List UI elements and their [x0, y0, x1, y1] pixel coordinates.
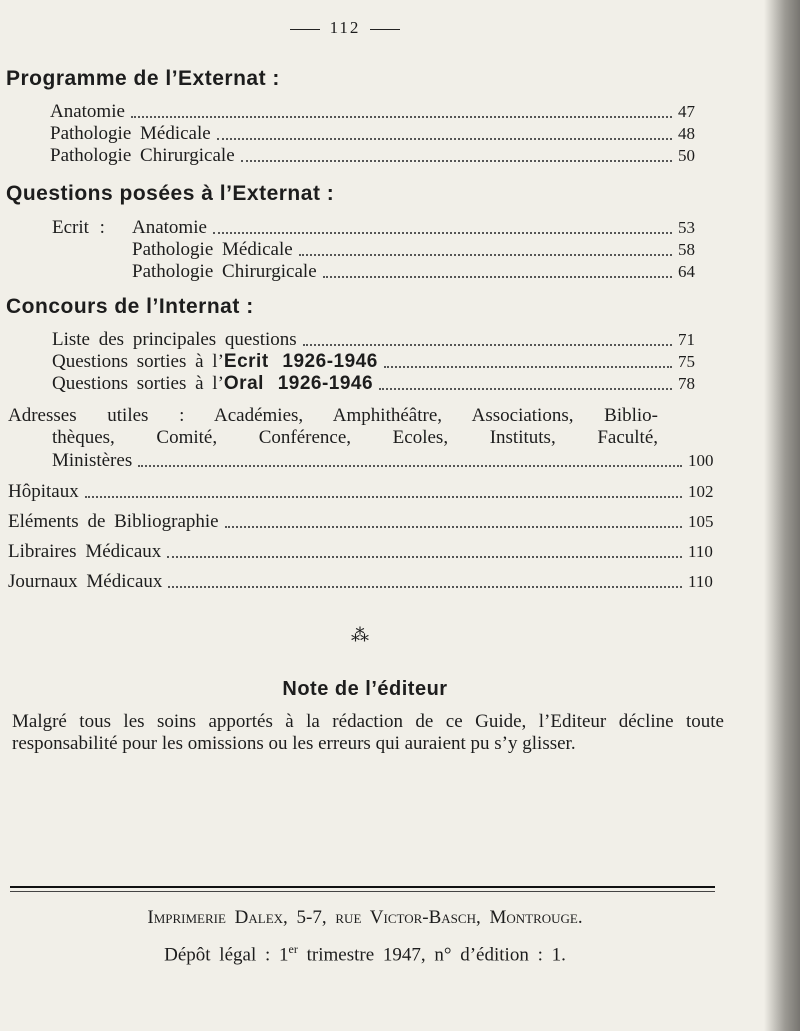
toc-label: Liste des principales questions	[52, 329, 297, 350]
leader-dots	[131, 116, 672, 118]
toc-entry	[50, 123, 712, 145]
section-title-externat: Programme de l’Externat :	[6, 67, 280, 90]
header-dash-left	[290, 29, 320, 30]
leader-dots	[299, 254, 672, 256]
leader-dots	[303, 344, 672, 346]
toc-page: 53	[678, 218, 695, 237]
imprint-superscript: er	[288, 942, 298, 956]
toc-entry	[8, 481, 722, 503]
header-dash-right	[370, 29, 400, 30]
toc-label: Anatomie	[132, 217, 207, 238]
imprint-text-b: trimestre 1947, n° d’édition : 1.	[297, 944, 566, 966]
toc-label: Ministères	[52, 450, 133, 471]
toc-page: 64	[678, 262, 695, 281]
toc-page: 50	[678, 146, 695, 165]
page-number: 112	[329, 18, 361, 37]
toc-page: 102	[688, 482, 714, 501]
adresses-line-2: thèques, Comité, Conférence, Ecoles, Instituts, Faculté,	[52, 427, 658, 448]
leader-dots	[384, 366, 672, 368]
toc-page: 48	[678, 124, 695, 143]
toc-page: 110	[688, 542, 713, 561]
toc-label	[52, 373, 373, 395]
toc-entry	[52, 373, 712, 395]
toc-entry	[52, 329, 712, 351]
toc-page: 75	[678, 352, 695, 371]
leader-dots	[217, 138, 672, 140]
toc-entry	[8, 541, 722, 563]
leader-dots	[213, 232, 672, 234]
toc-label: Pathologie Médicale	[50, 123, 211, 144]
toc-page: 71	[678, 330, 695, 349]
toc-label-bold: Ecrit 1926-1946	[223, 351, 378, 372]
imprint-text-a: Dépôt légal : 1	[164, 944, 289, 966]
toc-page: 105	[688, 512, 714, 531]
toc-entry	[8, 571, 722, 593]
toc-label: Anatomie	[50, 101, 125, 122]
toc-entry	[132, 239, 712, 261]
leader-dots	[168, 586, 682, 588]
toc-label: Hôpitaux	[8, 481, 79, 502]
leader-dots	[379, 388, 672, 390]
ornament-icon: ⁂	[351, 625, 369, 645]
section-title-questions: Questions posées à l’Externat :	[6, 182, 335, 205]
toc-entry	[50, 145, 712, 167]
toc-page: 58	[678, 240, 695, 259]
toc-label	[52, 351, 378, 373]
divider-rule	[10, 886, 715, 888]
toc-entry	[8, 511, 722, 533]
toc-entry	[52, 351, 712, 373]
toc-page: 110	[688, 572, 713, 591]
leader-dots	[138, 465, 682, 467]
toc-label: Pathologie Chirurgicale	[132, 261, 317, 282]
toc-label: Eléments de Bibliographie	[8, 511, 219, 532]
toc-label: Journaux Médicaux	[8, 571, 163, 592]
ecrit-prefix: Ecrit :	[52, 217, 105, 238]
note-body: Malgré tous les soins apportés à la rédaction de ce Guide, l’Editeur décline toute responsabilité pour les omissions ou les erreurs qui auraient pu s’y glisser.	[12, 711, 724, 754]
toc-entry	[50, 101, 712, 123]
adresses-line-1: Adresses utiles : Académies, Amphithéâtre, Associations, Biblio-	[8, 405, 658, 426]
toc-label: Pathologie Médicale	[132, 239, 293, 260]
leader-dots	[167, 556, 682, 558]
leader-dots	[241, 160, 672, 162]
toc-page: 47	[678, 102, 695, 121]
toc-label: Pathologie Chirurgicale	[50, 145, 235, 166]
leader-dots	[323, 276, 672, 278]
imprint-line-2	[0, 936, 730, 968]
leader-dots	[225, 526, 682, 528]
note-title: Note de l’éditeur	[282, 678, 448, 700]
toc-label: Libraires Médicaux	[8, 541, 162, 562]
toc-label-prefix: Questions sorties à l’	[52, 373, 224, 394]
toc-page: 100	[688, 451, 714, 470]
toc-entry	[52, 450, 722, 472]
toc-entry	[132, 261, 712, 283]
toc-label-prefix: Questions sorties à l’	[52, 351, 224, 372]
toc-entry	[132, 217, 712, 239]
toc-page: 78	[678, 374, 695, 393]
page-edge-shadow	[764, 0, 800, 1031]
toc-label-bold: Oral 1926-1946	[223, 373, 374, 394]
section-title-internat: Concours de l’Internat :	[6, 295, 254, 318]
page-header	[0, 18, 690, 38]
imprint-line-1: Imprimerie Dalex, 5-7, rue Victor-Basch, Montrouge.	[147, 907, 583, 928]
leader-dots	[85, 496, 682, 498]
divider-rule-thin	[10, 891, 715, 892]
